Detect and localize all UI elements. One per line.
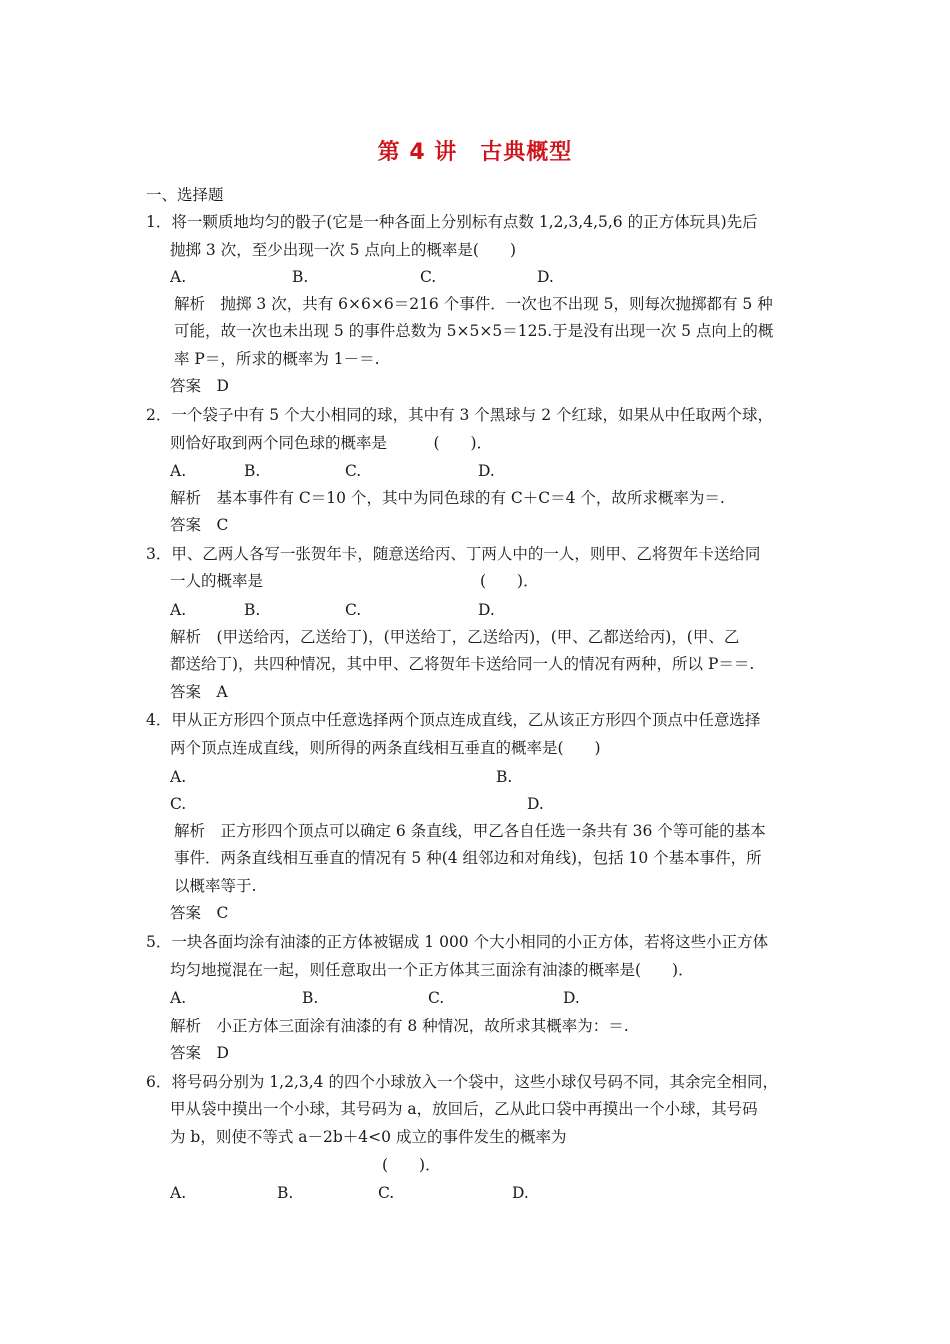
q1-option-a: A. — [170, 268, 187, 286]
q6-option-c: C. — [378, 1184, 395, 1202]
q6-option-b: B. — [277, 1184, 294, 1202]
q3-option-b: B. — [244, 601, 261, 619]
q4-option-b: B. — [496, 768, 513, 786]
q4-explanation-cont: 以概率等于. — [174, 877, 257, 895]
q2-option-d: D. — [478, 462, 495, 480]
q5-option-a: A. — [170, 989, 187, 1007]
q4-answer: 答案 C — [170, 904, 229, 922]
question-6-stem: 6．将号码分别为 1,2,3,4 的四个小球放入一个袋中，这些小球仅号码不同，其余完全相同， — [146, 1073, 778, 1091]
q5-explanation: 解析 小正方体三面涂有油漆的有 8 种情况，故所求其概率为：＝. — [170, 1017, 629, 1035]
q4-explanation-cont: 事件．两条直线相互垂直的情况有 5 种(4 组邻边和对角线)，包括 10 个基本事件，所 — [174, 849, 762, 867]
question-6-stem-cont: 甲从袋中摸出一个小球，其号码为 a，放回后，乙从此口袋中再摸出一个小球，其号码 — [170, 1100, 758, 1118]
q6-option-d: D. — [512, 1184, 529, 1202]
q3-answer: 答案 A — [170, 683, 228, 701]
q5-answer: 答案 D — [170, 1044, 229, 1062]
q2-answer: 答案 C — [170, 516, 229, 534]
q2-option-a: A. — [170, 462, 187, 480]
question-2-stem-cont: 则恰好取到两个同色球的概率是 ( )． — [170, 434, 493, 452]
q1-option-b: B. — [292, 268, 309, 286]
section-heading: 一、选择题 — [146, 186, 224, 204]
q1-explanation-cont: 可能，故一次也未出现 5 的事件总数为 5×5×5＝125.于是没有出现一次 5 点向上的概 — [174, 322, 774, 340]
q4-option-a: A. — [170, 768, 187, 786]
q4-explanation: 解析 正方形四个顶点可以确定 6 条直线，甲乙各自任选一条共有 36 个等可能的基本 — [174, 822, 766, 840]
q2-option-b: B. — [244, 462, 261, 480]
q2-option-c: C. — [345, 462, 362, 480]
q4-option-c: C. — [170, 795, 187, 813]
page-title: 第 4 讲 古典概型 — [377, 140, 573, 165]
q3-explanation: 解析 (甲送给丙，乙送给丁)，(甲送给丁，乙送给丙)，(甲、乙都送给丙)，(甲、乙 — [170, 628, 740, 646]
question-5-stem: 5．一块各面均涂有油漆的正方体被锯成 1 000 个大小相同的小正方体，若将这些小正方体 — [146, 933, 769, 951]
question-1-stem: 1．将一颗质地均匀的骰子(它是一种各面上分别标有点数 1,2,3,4,5,6 的正方体玩具)先后 — [146, 213, 758, 231]
q3-option-d: D. — [478, 601, 495, 619]
q3-option-a: A. — [170, 601, 187, 619]
question-4-stem: 4．甲从正方形四个顶点中任意选择两个顶点连成直线，乙从该正方形四个顶点中任意选择 — [146, 711, 761, 729]
q1-option-c: C. — [420, 268, 437, 286]
q1-explanation-cont: 率 P＝，所求的概率为 1－＝. — [174, 350, 380, 368]
question-3-stem: 3．甲、乙两人各写一张贺年卡，随意送给丙、丁两人中的一人，则甲、乙将贺年卡送给同 — [146, 545, 761, 563]
question-5-stem-cont: 均匀地搅混在一起，则任意取出一个正方体其三面涂有油漆的概率是( )． — [170, 961, 694, 979]
q4-option-d: D. — [527, 795, 544, 813]
q1-option-d: D. — [537, 268, 554, 286]
q2-explanation: 解析 基本事件有 C＝10 个，其中为同色球的有 C＋C＝4 个，故所求概率为＝. — [170, 489, 725, 507]
question-6-bracket: ( )． — [382, 1156, 441, 1174]
question-3-stem-cont: 一人的概率是 ( )． — [170, 572, 539, 590]
q5-option-c: C. — [428, 989, 445, 1007]
question-2-stem: 2．一个袋子中有 5 个大小相同的球，其中有 3 个黑球与 2 个红球，如果从中任取两个球， — [146, 406, 774, 424]
q5-option-d: D. — [563, 989, 580, 1007]
q3-explanation-cont: 都送给丁)，共四种情况，其中甲、乙将贺年卡送给同一人的情况有两种，所以 P＝＝. — [170, 655, 755, 673]
q1-explanation: 解析 抛掷 3 次，共有 6×6×6＝216 个事件．一次也不出现 5，则每次抛掷都有 5 种 — [174, 295, 773, 313]
question-1-stem-cont: 抛掷 3 次，至少出现一次 5 点向上的概率是( ) — [170, 241, 517, 259]
q3-option-c: C. — [345, 601, 362, 619]
q5-option-b: B. — [302, 989, 319, 1007]
question-6-stem-cont: 为 b，则使不等式 a－2b＋4<0 成立的事件发生的概率为 — [170, 1128, 567, 1146]
q1-answer: 答案 D — [170, 377, 229, 395]
q6-option-a: A. — [170, 1184, 187, 1202]
question-4-stem-cont: 两个顶点连成直线，则所得的两条直线相互垂直的概率是( ) — [170, 739, 601, 757]
